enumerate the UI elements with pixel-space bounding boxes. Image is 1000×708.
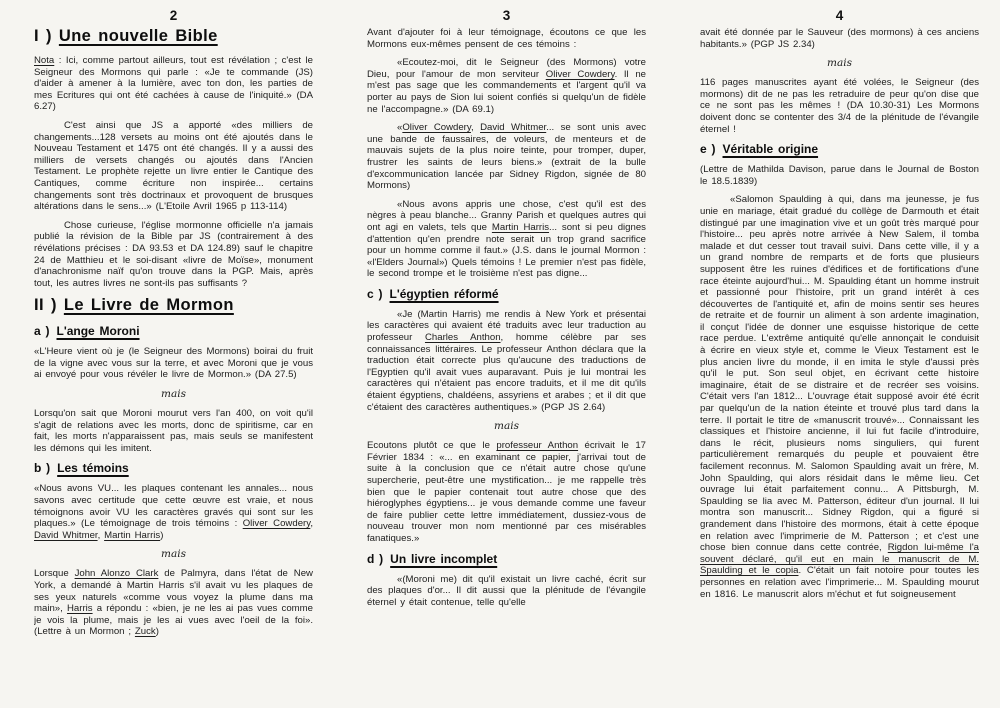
subsection-heading-livre-incomplet bbox=[367, 552, 646, 566]
subsection-heading-egyptien-reforme bbox=[367, 287, 646, 301]
subsection-title: Les témoins bbox=[57, 461, 129, 476]
paragraph-chose-curieuse: Chose curieuse, l'église mormonne officielle n'a jamais publié la révision de la Bible par JS (contrairement à des révélations précises : DA 93.53 et DA 124.89) sauf le chapitre 24 de Matthieu et le soi-disant «livre de Moïse», monument d'anachronisme naïf qu'on trouve dans la PGP. Mais, après tout, les autres livres ne sont-ils pas suffisants ? bbox=[34, 219, 313, 289]
subsection-heading-temoins bbox=[34, 461, 313, 475]
paragraph-nous-avons-appris: «Nous avons appris une chose, c'est qu'il est des nègres à peau blanche... Granny Parish et quelques autres qui ont agi en valets, tels que Martin Harris... sont si peu dignes d'attention qu'en prendre note serait un trop grand sacrifice pour un homme comme il faut.» (J.S. dans le journal Mormon : «l'Elders Journal») Quels témoins ! Le premier n'est pas fidèle, le second trompe et le troisième n'est pas digne... bbox=[367, 198, 646, 280]
subsection-title: Un livre incomplet bbox=[390, 551, 498, 566]
paragraph-ecoutez-moi: «Ecoutez-moi, dit le Seigneur (des Mormons) votre Dieu, pour l'amour de mon serviteur Oliver Cowdery. Il ne m'est pas sage que les commandements et l'argent qu'il va porter au pays de Sion lui soient confiés si quelqu'un de fidèle ne l'accompagne.» (DA 69.1) bbox=[367, 57, 646, 115]
section-numeral: II ) bbox=[34, 296, 57, 315]
paragraph-116-pages: 116 pages manuscrites ayant été volées, le Seigneur (des mormons) dit de ne pas les retraduire de peur qu'on dise que ce ne sont pas les mêmes ! (DA 10.30-31) Les Mormons doivent donc se contenter des 3/4 de la plénitude de l'évangile éternel ! bbox=[700, 77, 979, 135]
paragraph-bande-faussaires: «Oliver Cowdery, David Whitmer... se sont unis avec une bande de faussaires, de voleurs, de menteurs et de mauvais sujets de la plus noire teinte, pour tromper, duper, frustrer les saints de leurs biens.» (extrait de la bulle d'excommunication lancée par Sidney Rigdon, signée de 80 Mormons) bbox=[367, 122, 646, 192]
mais-separator: mais bbox=[494, 420, 519, 433]
subsection-heading-veritable-origine bbox=[700, 142, 979, 156]
page-number: 4 bbox=[835, 8, 844, 23]
section-heading-nouvelle-bible bbox=[34, 27, 313, 46]
page-number: 3 bbox=[502, 8, 511, 23]
column-page-2 bbox=[34, 6, 313, 708]
subsection-heading-ange-moroni bbox=[34, 324, 313, 338]
subsection-title: L'égyptien réformé bbox=[389, 286, 499, 301]
subsection-title: Véritable origine bbox=[722, 142, 819, 157]
paragraph-sauveur-habitants: avait été donnée par le Sauveur (des mormons) à ces anciens habitants.» (PGP JS 2.34) bbox=[700, 27, 979, 50]
section-numeral: I ) bbox=[34, 27, 52, 45]
paragraph-professeur-anthon: Ecoutons plutôt ce que le professeur Anthon écrivait le 17 Février 1834 : «... en examinant ce papier, j'arrivai tout de suite à la conclusion que ce n'était autre chose qu'une supercherie, peut-être une mystification... je me rappelle très bien que le papier contenait tout autre chose que des hiéroglyphes égyptiens... je vous demande comme une faveur de faire publier cette lettre immédiatement, dussiez-vous de nouveau trouver mon nom mentionné par ces misérables fanatiques.» bbox=[367, 440, 646, 544]
paragraph-salomon-spaulding: «Salomon Spaulding à qui, dans ma jeunesse, je fus unie en mariage, était gradué du collège de Darmouth et était distingué par une imagination vive et un goût très marqué pour l'histoire... peu après notre arrivée à New Salem, il tomba malade et dut cesser tout travail suivi. Dans cette ville, il y a un grand nombre de remparts et de forts que plusieurs supposent être les ruines d'édifices et de fortifications d'une race éteinte aujourd'hui... M. Spaulding étant un homme instruit et passionné pour l'histoire, prit un grand intérêt à ces découvertes de l'antiquité et, afin de moins sentir ses heures de retraite et de fournir un aliment à son ardente imagination, il conçut l'idée de donner une esquisse historique de cette race perdue. L'extrême antiquité qu'elle annonçait le conduisit à écrire en vieux style et, comme le Vieux Testament est le plus ancien livre du monde, il en imita le style d'aussi près qu'il le put. Son seul objet, en écrivant cette histoire imaginaire, était de se distraire et de recréer ses voisins. C'était vers l'an 1812... L'ouvrage était supposé avoir été écrit par quelqu'un de la nation éteinte et trouvé plus tard dans la terre. Il portait le titre de «manuscrit trouvé»... Connaissant les classiques et l'histoire ancienne, il lui fut facile d'introduire, dans le récit, plusieurs noms singuliers, qui furent particulièrement remarqués du peuple et pouvaient être facilement reconnus. M. Salomon Spaulding avait un frère, M. John Spaulding, qui alors résidait dans le même lieu. Cet ouvrage lui était parfaitement connu... A Pittsburgh, M. Spaulding se lia avec M. Patterson, éditeur d'un journal. Il lui montra son manuscrit... Sidney Rigdon, qui a figuré si grandement dans l'histoire des mormons, était à cette époque en relation avec l'imprimerie de M. Patterson ; et c'est une chose bien connue dans cette contrée, Rigdon lui-même l'a souvent déclaré, qu'il eut en main le manuscrit de M. Spaulding et le copia. C'était un fait notoire pour toutes les personnes en relation avec l'imprimerie... M. Spaulding mourut en 1816. Le manuscrit alors m'échut et fut soigneusement bbox=[700, 194, 979, 600]
section-title: Une nouvelle Bible bbox=[58, 27, 218, 45]
mais-separator: mais bbox=[161, 548, 186, 561]
paragraph-martin-harris-new-york: «Je (Martin Harris) me rendis à New York et présentai les caractères qui avaient été traduits avec leur traduction au professeur Charles Anthon, homme célèbre par ses connaissances littéraires. Le professeur Anthon déclara que la traduction était correcte plus qu'aucune des traductions de l'Egyptien qu'il avait vues auparavant. Puis je lui montrai les caractères qui n'étaient pas encore traduits, et il me dit qu'ils étaient égyptiens, chaldéens, assyriens et arabes ; et il dit que c'étaient des caractères authentiques.» (PGP JS 2.64) bbox=[367, 308, 646, 413]
paragraph-heure-vient: «L'Heure vient où je (le Seigneur des Mormons) boirai du fruit de la vigne avec vous sur la terre, et avec Moroni que je vous ai envoyé pour vous révéler le livre de Mormon.» (DA 27.5) bbox=[34, 346, 313, 381]
paragraph-lettre-mathilda: (Lettre de Mathilda Davison, parue dans le Journal de Boston le 18.5.1839) bbox=[700, 164, 979, 187]
paragraph-moroni-mourut: Lorsqu'on sait que Moroni mourut vers l'an 400, on voit qu'il s'agit de relations avec les morts, donc de spiritisme, car en fait, les morts n'apparaissent pas, mais seuls se manifestent les démons qui les imitent. bbox=[34, 408, 313, 454]
subsection-letter: d ) bbox=[367, 551, 384, 566]
section-heading-livre-de-mormon bbox=[34, 296, 313, 315]
section-title: Le Livre de Mormon bbox=[63, 296, 234, 315]
paragraph-nous-avons-vu: «Nous avons VU... les plaques contenant les annales... nous savons avec certitude que cette œuvre est vraie, et nous témoignons avoir VU les caractères gravés qui sont sur les plaques.» (Le témoignage de trois témoins : Oliver Cowdery, David Whitmer, Martin Harris) bbox=[34, 483, 313, 541]
page-number: 2 bbox=[169, 8, 178, 23]
column-page-3 bbox=[367, 6, 646, 708]
paragraph-changements: C'est ainsi que JS a apporté «des milliers de changements...128 versets au moins ont été ajoutés dans le Nouveau Testament et 1475 ont été changés. Il y a aussi des milliers de versets changés ou ajoutés dans l'Ancien Testament. Le prophète rejette un livre entier le Cantique des Cantiques, comme écriture non inspirée... certains changements sont très doctrinaux et provoquent de brusques altérations dans le sens...» (L'Etoile Avril 1965 p 113-114) bbox=[34, 119, 313, 213]
paragraph-nota: Nota : Ici, comme partout ailleurs, tout est révélation ; c'est le Seigneur des Mormons qui parle : «Je te commande (JS) d'aider à amener à la lumière, avec ton don, les parties de mes Ecritures qui ont été cachées à cause de l'iniquité.» (DA 6.27) bbox=[34, 55, 313, 113]
subsection-letter: e ) bbox=[700, 142, 716, 157]
paragraph-avant-ajouter: Avant d'ajouter foi à leur témoignage, écoutons ce que les Mormons eux-mêmes pensent de ces témoins : bbox=[367, 27, 646, 50]
subsection-letter: b ) bbox=[34, 461, 51, 476]
paragraph-moroni-livre-cache: «(Moroni me) dit qu'il existait un livre caché, écrit sur des plaques d'or... Il dit aussi que la plénitude de l'évangile éternel y était contenue, telle qu'elle bbox=[367, 573, 646, 608]
subsection-title: L'ange Moroni bbox=[56, 324, 140, 339]
mais-separator: mais bbox=[827, 57, 852, 70]
mais-separator: mais bbox=[161, 388, 186, 401]
paragraph-john-alonzo-clark: Lorsque John Alonzo Clark de Palmyra, dans l'état de New York, a demandé à Martin Harris s'il avait vu les plaques de ses yeux naturels «comme vous voyez la plume dans ma main», Harris a répondu : «bien, je ne les ai pas vues comme je vois la plume, mais je les ai vues avec l'oeil de la foi». (Lettre à un Mormon ; Zuck) bbox=[34, 568, 313, 638]
subsection-letter: a ) bbox=[34, 324, 50, 339]
column-page-4 bbox=[700, 6, 979, 708]
subsection-letter: c ) bbox=[367, 286, 383, 301]
